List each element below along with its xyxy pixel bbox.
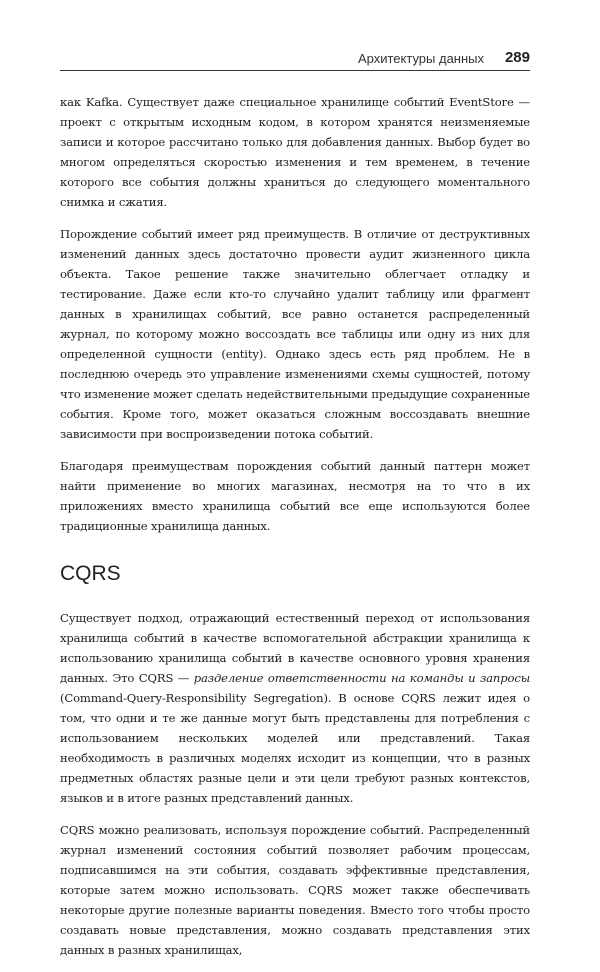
- section-heading-cqrs: CQRS: [60, 562, 121, 585]
- paragraph-event-sourcing-adoption: Благодаря преимуществам порождения событий данный паттерн может найти применение во многих магазинах, несмотря на то что в их приложениях вместо хранилища событий все еще используются более традиционные хранилища данных.: [60, 459, 530, 533]
- paragraph-cqrs-implementation: CQRS можно реализовать, используя порождение событий. Распределенный журнал изменений состояния событий позволяет рабочим процессам, подписавшимся на эти события, создавать эффективные представления, которые затем можно использовать. CQRS может также обеспечивать некоторые другие полезные варианты поведения. Вместо того чтобы просто создавать новые представления, можно создавать представления этих данных в разных хранилищах,: [60, 823, 530, 957]
- paragraph-kafka-eventstore: как Kafka. Существует даже специальное хранилище событий EventStore — проект с открытым исходным кодом, в котором хранятся неизменяемые записи и которое рассчитано только для добавления данных. Выбор будет во многом определяться скоростью изменения и тем временем, в течение которого все события должны храниться до следующего моментального снимка и сжатия.: [60, 95, 530, 209]
- paragraph-event-sourcing-advantages: Порождение событий имеет ряд преимуществ. В отличие от деструктивных изменений данных здесь достаточно провести аудит жизненного цикла объекта. Такое решение также значительно облегчает отладку и тестирование. Даже если кто-то случайно удалит таблицу или фрагмент данных в хранилищах событий, все равно останется распределенный журнал, по которому можно воссоздать все таблицы или одну из них для определенной сущности (entity). Однако здесь есть ряд проблем. Не в последнюю очередь это управление изменениями схемы сущностей, потому что изменение может сделать недействительными предыдущие сохраненные события. Кроме того, может оказаться сложным воссоздавать внешние зависимости при воспроизведении потока событий.: [60, 227, 530, 441]
- body-text: [60, 92, 530, 972]
- cqrs-text-before: Существует подход, отражающий естественный переход от использования хранилища событий в качестве вспомогательной абстракции хранилища к использованию хранилища событий в качестве основного уровня хранения данных. Это CQRS —: [60, 611, 530, 685]
- chapter-title: Архитектуры данных: [357, 51, 484, 66]
- running-head: [60, 42, 530, 71]
- cqrs-text-after: (Command-Query-Responsibility Segregation). В основе CQRS лежит идея о том, что одни и те же данные могут быть представлены для потребления с использованием нескольких моделей или представлений. Такая необходимость в различных моделях исходит из концепции, что в разных предметных областях разные цели и эти цели требуют разных контекстов, языков и в итоге разных представлений данных.: [60, 691, 530, 805]
- page-number: 289: [504, 49, 530, 66]
- paragraph-cqrs-definition: [60, 608, 530, 808]
- cqrs-term-emphasis: разделение ответственности на команды и запросы: [193, 671, 530, 685]
